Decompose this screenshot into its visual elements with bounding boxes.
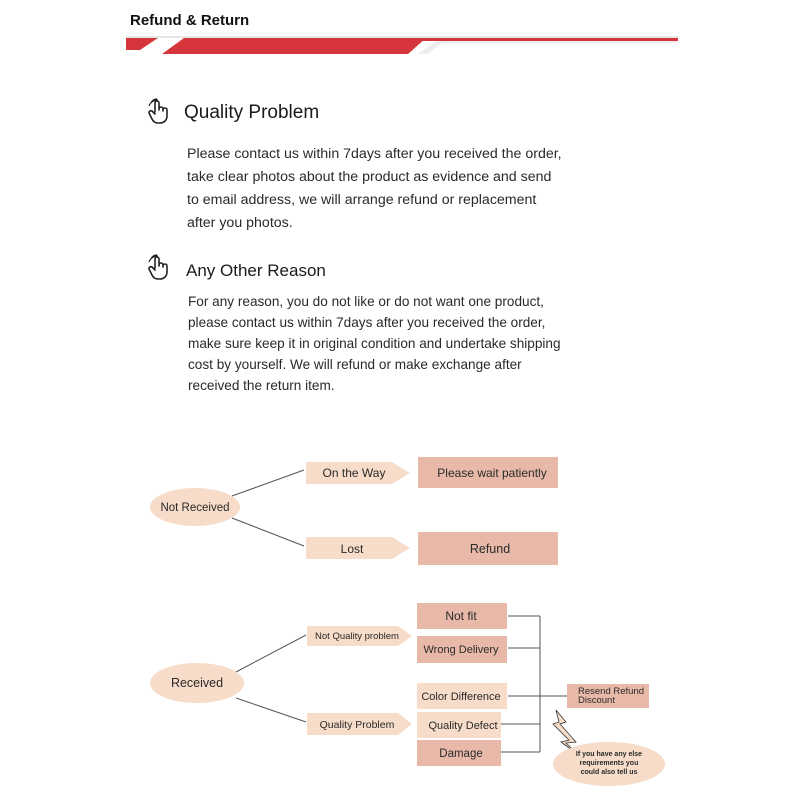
body-line: cost by yourself. We will refund or make exchange after: [188, 357, 522, 372]
quality-problem-label: Quality Problem: [319, 719, 395, 731]
body-line: make sure keep it in original condition and undertake shipping: [188, 336, 561, 351]
resend-refund-label: Resend Refund: [578, 686, 645, 697]
body-line: take clear photos about the product as evidence and send: [187, 169, 552, 185]
page-title: Refund & Return: [130, 12, 250, 29]
on-the-way-label: On the Way: [322, 466, 386, 480]
damage-label: Damage: [439, 748, 483, 760]
discount-label: Discount: [578, 695, 615, 706]
body-line: after you photos.: [187, 215, 293, 231]
body-line: Please contact us within 7days after you received the order,: [187, 146, 562, 162]
wait-patiently-label: Please wait patiently: [437, 466, 547, 480]
body-line: received the return item.: [188, 378, 335, 393]
refund-label: Refund: [469, 542, 511, 556]
color-difference-label: Color Difference: [421, 691, 501, 703]
body-line: to email address, we will arrange refund or replacement: [187, 192, 537, 208]
quality-defect-label: Quality Defect: [428, 720, 498, 732]
not-received-label: Not Received: [160, 502, 230, 514]
not-fit-label: Not fit: [445, 609, 477, 623]
body-line: please contact us within 7days after you received the order,: [188, 315, 546, 330]
received-label: Received: [170, 676, 224, 690]
body-line: For any reason, you do not like or do not want one product,: [188, 294, 544, 309]
note-line: requirements you: [579, 760, 639, 767]
not-quality-problem-label: Not Quality problem: [315, 631, 399, 642]
note-line: If you have any else: [575, 751, 643, 758]
section-title-quality-problem: Quality Problem: [184, 102, 320, 123]
wrong-delivery-label: Wrong Delivery: [423, 644, 499, 656]
lost-label: Lost: [340, 542, 364, 556]
section-title-any-other-reason: Any Other Reason: [186, 261, 326, 280]
note-line: could also tell us: [580, 769, 638, 776]
